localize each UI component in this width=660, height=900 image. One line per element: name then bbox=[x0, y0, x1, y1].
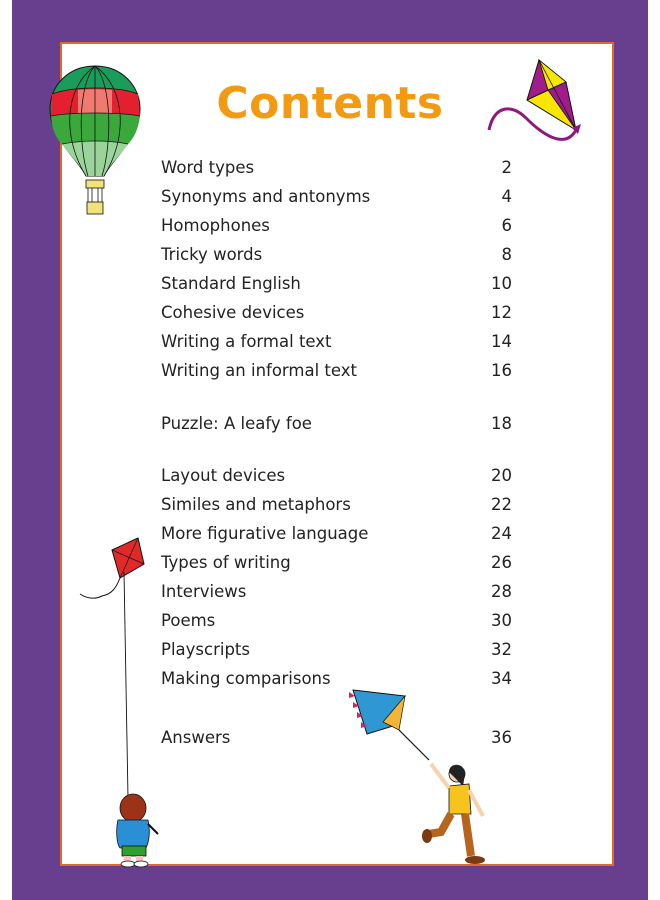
toc-entry-page-number: 26 bbox=[491, 553, 512, 572]
toc-entry bbox=[161, 158, 512, 184]
toc-entry-title: More figurative language bbox=[161, 524, 369, 543]
purple-yellow-kite-icon bbox=[486, 58, 586, 140]
toc-entry-title: Word types bbox=[161, 158, 255, 177]
toc-entry-page-number: 24 bbox=[491, 524, 512, 543]
girl-with-kite-icon bbox=[345, 686, 495, 866]
toc-entry bbox=[161, 466, 512, 492]
toc-entry-title: Cohesive devices bbox=[161, 303, 305, 322]
hot-air-balloon-icon bbox=[48, 64, 143, 219]
toc-entry-title: Standard English bbox=[161, 274, 301, 293]
toc-entry-page-number: 2 bbox=[501, 158, 512, 177]
toc-entry-title: Answers bbox=[161, 728, 231, 747]
toc-entry-page-number: 32 bbox=[491, 640, 512, 659]
toc-entry-page-number: 10 bbox=[491, 274, 512, 293]
toc-entry-title: Synonyms and antonyms bbox=[161, 187, 371, 206]
toc-entry-title: Layout devices bbox=[161, 466, 286, 485]
toc-entry-title: Interviews bbox=[161, 582, 247, 601]
boy-with-kite-icon bbox=[72, 528, 167, 868]
toc-entry-title: Homophones bbox=[161, 216, 270, 235]
toc-entry bbox=[161, 361, 512, 387]
toc-entry-title: Similes and metaphors bbox=[161, 495, 351, 514]
toc-entry bbox=[161, 414, 512, 440]
toc-entry-title: Playscripts bbox=[161, 640, 250, 659]
toc-entry bbox=[161, 611, 512, 637]
toc-entry bbox=[161, 332, 512, 358]
toc-entry-title: Writing an informal text bbox=[161, 361, 358, 380]
toc-entry bbox=[161, 553, 512, 579]
toc-entry-page-number: 30 bbox=[491, 611, 512, 630]
toc-entry-page-number: 16 bbox=[491, 361, 512, 380]
toc-entry-page-number: 14 bbox=[491, 332, 512, 351]
toc-entry bbox=[161, 524, 512, 550]
toc-entry bbox=[161, 187, 512, 213]
toc-entry-title: Puzzle: A leafy foe bbox=[161, 414, 312, 433]
toc-entry bbox=[161, 582, 512, 608]
toc-entry-page-number: 20 bbox=[491, 466, 512, 485]
toc-entry-page-number: 12 bbox=[491, 303, 512, 322]
toc-entry-title: Writing a formal text bbox=[161, 332, 332, 351]
toc-entry bbox=[161, 640, 512, 666]
toc-entry-title: Types of writing bbox=[161, 553, 291, 572]
toc-entry bbox=[161, 303, 512, 329]
toc-entry-title: Poems bbox=[161, 611, 216, 630]
toc-entry bbox=[161, 245, 512, 271]
page-title: Contents bbox=[216, 78, 444, 129]
toc-entry-page-number: 36 bbox=[491, 728, 512, 747]
toc-entry-page-number: 28 bbox=[491, 582, 512, 601]
toc-entry-page-number: 4 bbox=[501, 187, 512, 206]
toc-entry bbox=[161, 495, 512, 521]
toc-entry bbox=[161, 274, 512, 300]
toc-entry-page-number: 18 bbox=[491, 414, 512, 433]
toc-entry-page-number: 8 bbox=[501, 245, 512, 264]
toc-entry-page-number: 34 bbox=[491, 669, 512, 688]
toc-entry-page-number: 6 bbox=[501, 216, 512, 235]
toc-entry-title: Making comparisons bbox=[161, 669, 331, 688]
toc-entry-page-number: 22 bbox=[491, 495, 512, 514]
toc-entry bbox=[161, 216, 512, 242]
toc-entry-title: Tricky words bbox=[161, 245, 263, 264]
